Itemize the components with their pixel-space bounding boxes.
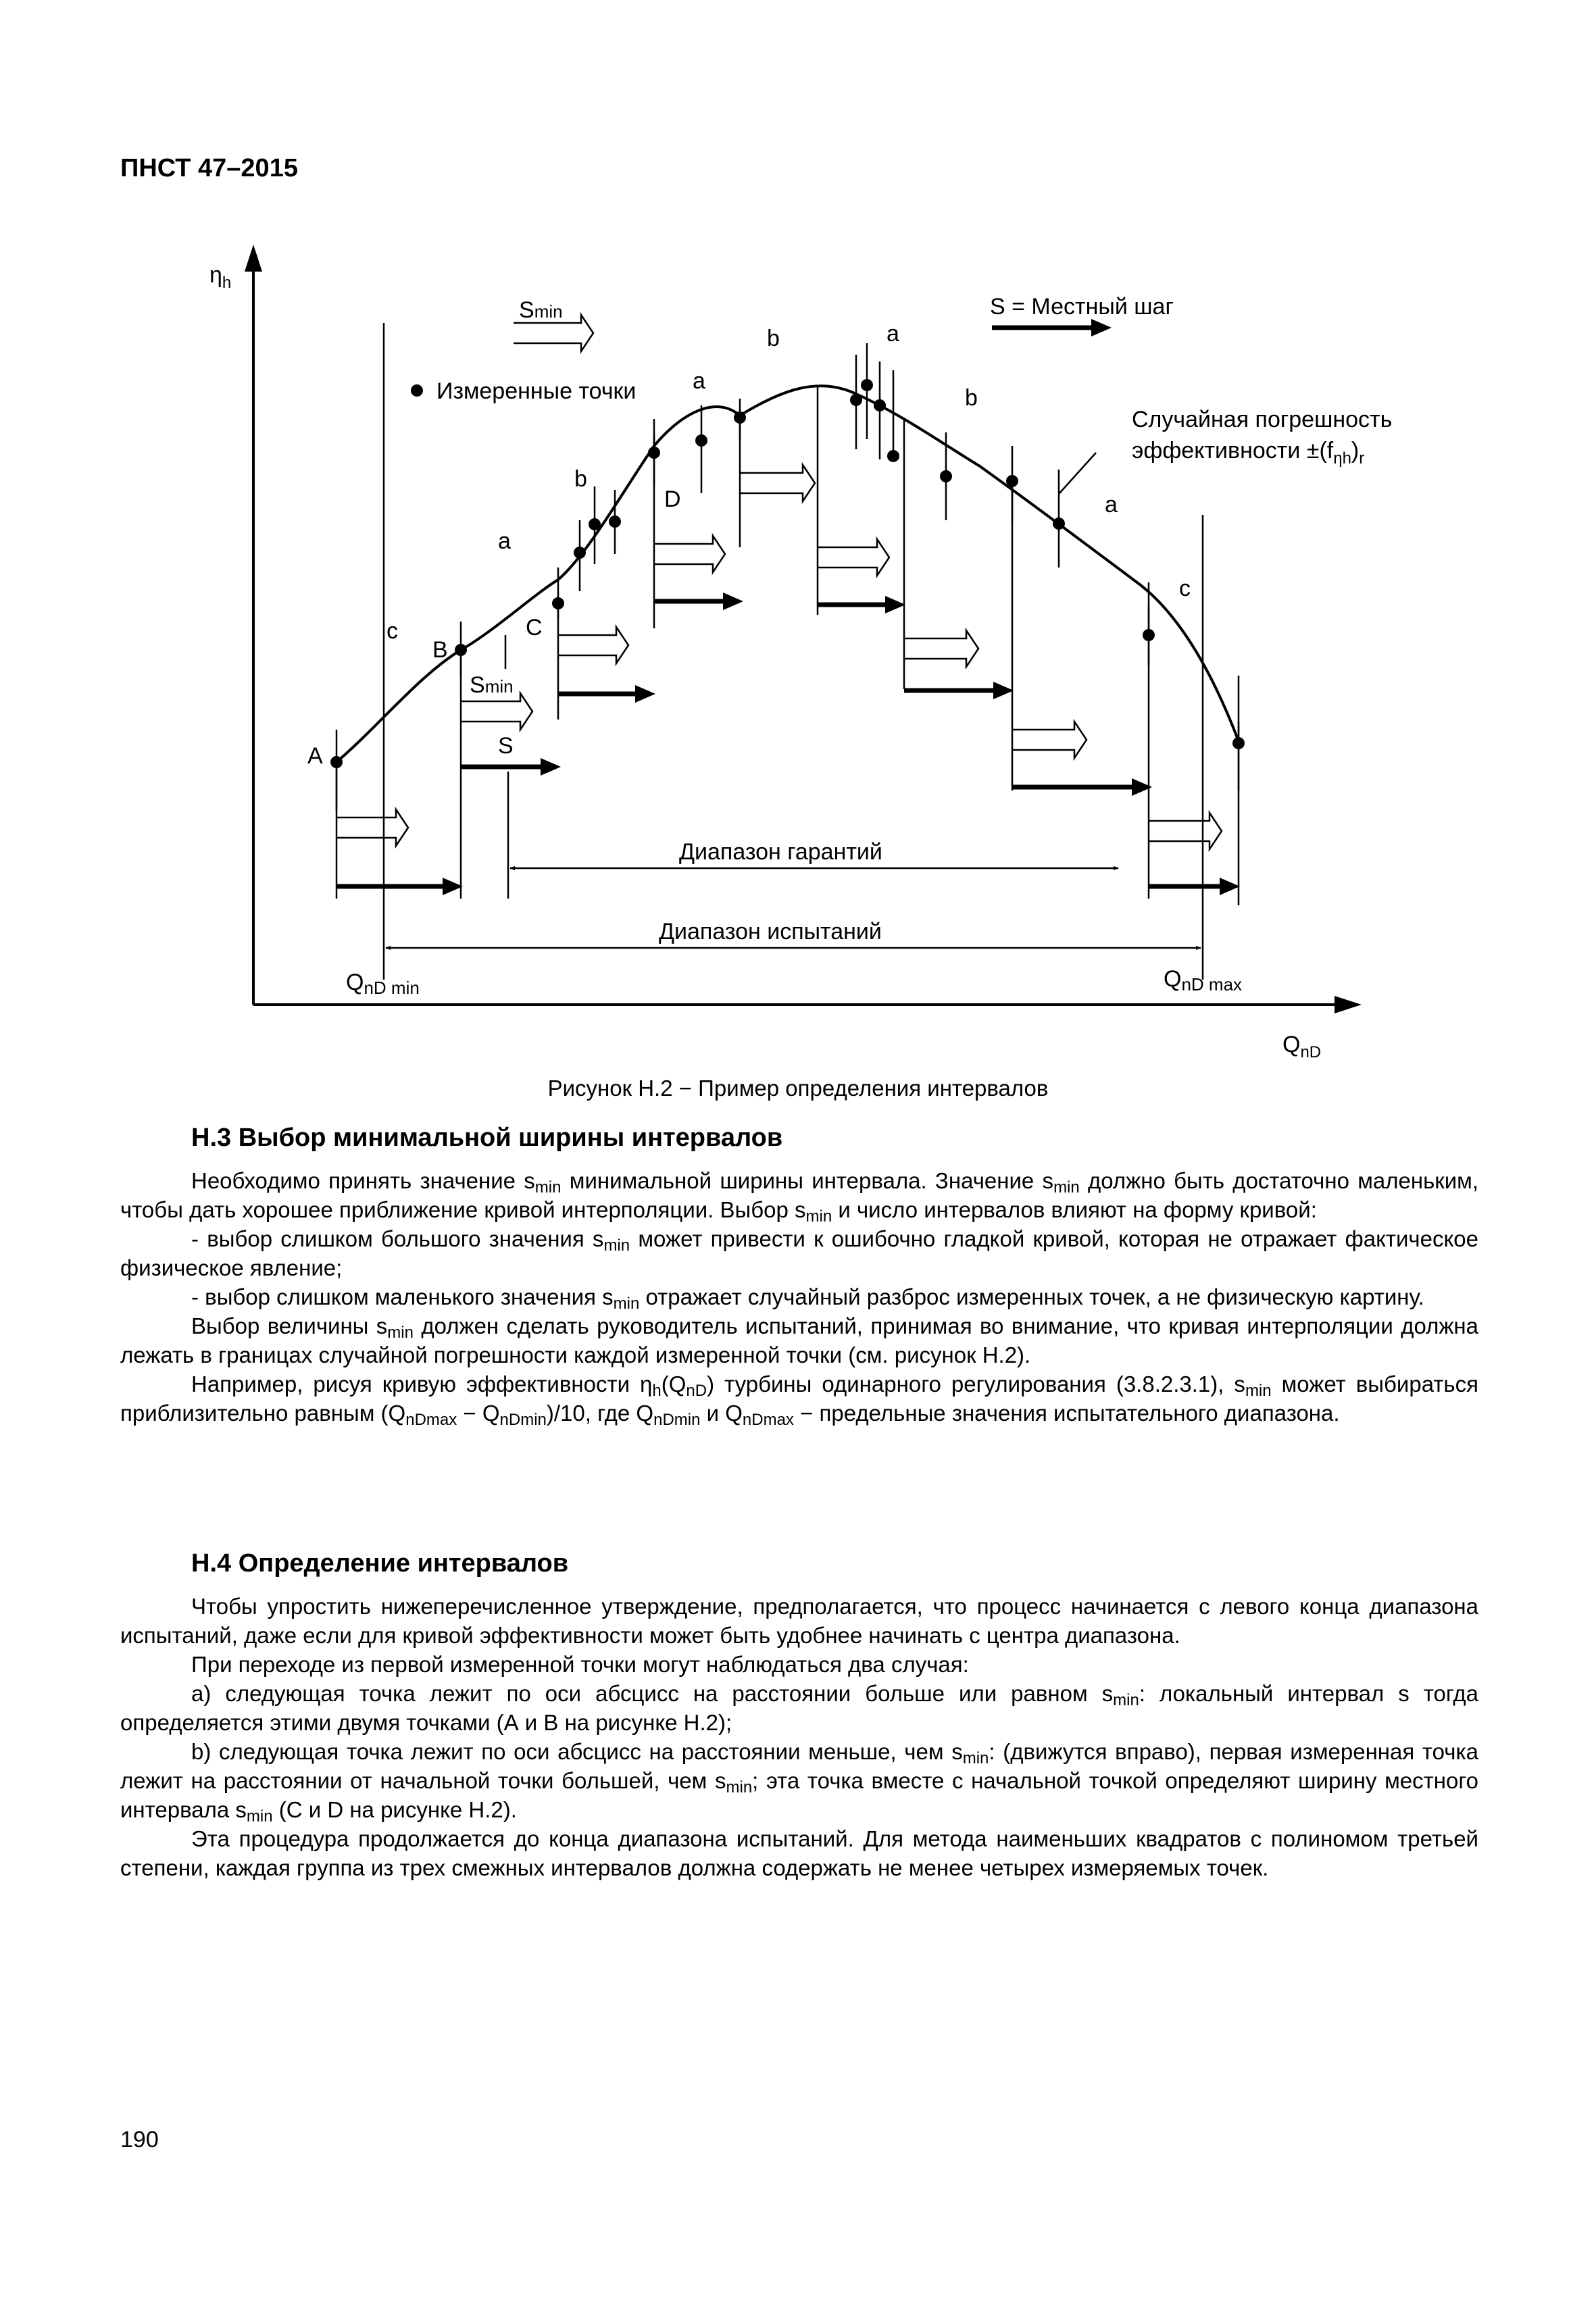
svg-text:b: b — [965, 385, 978, 411]
section-h4-paragraph-2: При переходе из первой измеренной точки могут наблюдаться два случая: — [191, 1652, 969, 1677]
section-h3-heading: Н.3 Выбор минимальной ширины интервалов — [191, 1124, 783, 1152]
local-step-arrows — [336, 319, 1240, 895]
local-step-legend: S = Местный шаг — [990, 294, 1174, 320]
section-h3-paragraph-5: Например, рисуя кривую эффективности $\eta_h(Q_{nD})$ турбины одинарного регулирования (3.8.2.3.1), $s_{min}$ может выбираться приблизительно равным $(Q_{nDmax} - Q_{nDmin})/10$, где $Q_{nDmin}$ и $Q_{nDmax}$ − предельные значения испытательного диапазона. — [120, 1372, 1478, 1429]
section-h4 — [120, 1547, 1478, 1882]
svg-text:b: b — [767, 326, 780, 351]
svg-text:a: a — [887, 321, 899, 347]
test-range-label: Диапазон испытаний — [659, 919, 882, 945]
random-error-label-line1: Случайная погрешность — [1132, 407, 1393, 432]
interval-boundaries — [336, 323, 1239, 980]
svg-text:a: a — [693, 368, 705, 394]
measured-point-legend-marker — [411, 384, 423, 397]
section-h3-paragraph-2: - выбор слишком большого значения $s_{min}$ может привести к ошибочно гладкой кривой, которая не отражает фактическое физическое явление; — [120, 1226, 1478, 1280]
x-axis-label: $Q_{nD}$ — [1282, 1032, 1322, 1061]
section-h3-paragraph-1: Необходимо принять значение $s_{min}$ минимальной ширины интервала. Значение $s_{min}$ должно быть достаточно маленьким, чтобы дать хорошее приближение кривой интерполяции. Выбор $s_{min}$ и число интервалов влияют на форму кривой: — [120, 1168, 1479, 1226]
svg-text:c: c — [386, 618, 398, 644]
measured-points-legend: Измеренные точки — [437, 378, 637, 404]
error-bars — [336, 343, 1239, 811]
svg-text:a: a — [498, 528, 511, 554]
figure-caption: Рисунок Н.2 − Пример определения интервалов — [547, 1076, 1049, 1101]
section-h4-paragraph-5: Эта процедура продолжается до конца диапазона испытаний. Для метода наименьших квадратов с полиномом третьей степени, каждая группа из трех смежных интервалов должна содержать не менее четырех измеряемых точек. — [120, 1826, 1478, 1880]
point-b-label: B — [432, 637, 448, 663]
guarantee-range-label: Диапазон гарантий — [679, 839, 882, 865]
section-h4-paragraph-1: Чтобы упростить нижеперечисленное утверждение, предполагается, что процесс начинается с левого конца диапазона испытаний, даже если для кривой эффективности может быть удобнее начинать с центра диапазона. — [120, 1594, 1478, 1648]
random-error-label-line2: эффективности $\pm(f_{\eta h})_r$ — [1132, 438, 1365, 468]
efficiency-curve — [336, 386, 1239, 762]
section-h3-paragraph-3: - выбор слишком маленького значения $s_{min}$ отражает случайный разброс измеренных точек, а не физическую картину. — [191, 1284, 1424, 1313]
y-axis-label: $\eta_h$ — [209, 262, 232, 292]
measured-points — [330, 379, 1245, 768]
axes — [245, 245, 1365, 1013]
section-h4-heading: Н.4 Определение интервалов — [191, 1549, 569, 1578]
section-h3 — [120, 1122, 1478, 1428]
smin-legend-label: Smin — [519, 297, 563, 323]
point-a-label: A — [307, 743, 323, 769]
page-number: 190 — [120, 2127, 159, 2153]
document-code: ПНСТ 47–2015 — [120, 154, 298, 182]
section-h3-paragraph-4: Выбор величины $s_{min}$ должен сделать руководитель испытаний, принимая во внимание, что кривая интерполяции должна лежать в границах случайной погрешности каждой измеренной точки (см. рисунок Н.2). — [120, 1313, 1478, 1367]
q-max-label: QnD max — [1164, 966, 1243, 995]
smin-inline-label: Smin — [470, 672, 514, 698]
point-d-label: D — [664, 486, 681, 512]
section-h4-paragraph-4: b) следующая точка лежит по оси абсцисс на расстоянии меньше, чем $s_{min}$: (движутся вправо), первая измеренная точка лежит на расстоянии от начальной точки большей, чем $s_{min}$; эта точка вместе с начальной точкой определяют ширину местного интервала $s_{min}$ (C и D на рисунке Н.2). — [120, 1739, 1478, 1826]
interval-diagram — [0, 0, 1596, 1081]
svg-text:c: c — [1179, 576, 1191, 601]
section-h4-paragraph-3: а) следующая точка лежит по оси абсцисс на расстоянии больше или равном $s_{min}$: локальный интервал s тогда определяется этими двумя точками (А и В на рисунке Н.2); — [120, 1681, 1478, 1735]
svg-text:b: b — [574, 466, 587, 492]
q-min-label: QnD min — [346, 970, 420, 998]
point-c-label: C — [526, 615, 543, 640]
s-inline-label: S — [498, 733, 514, 759]
svg-text:a: a — [1105, 492, 1118, 518]
